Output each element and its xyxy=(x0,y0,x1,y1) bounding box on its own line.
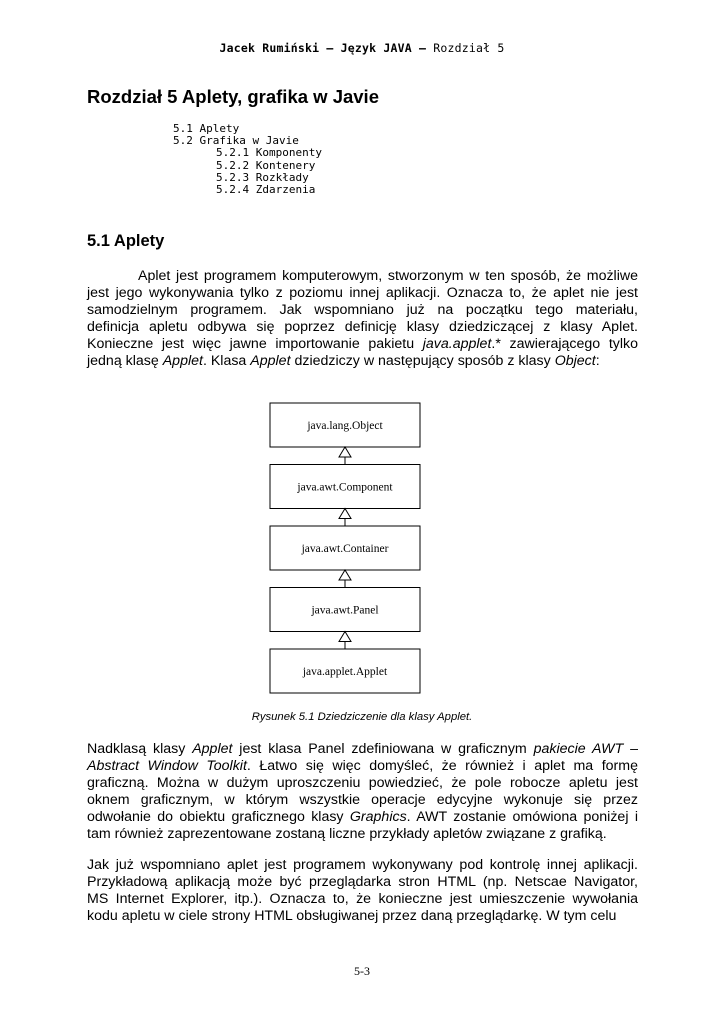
inheritance-diagram xyxy=(265,400,425,696)
text-line xyxy=(87,741,638,758)
text-line: kodu apletu w ciele strony HTML obsługiwanej przez daną przeglądarkę. W tym celu xyxy=(87,907,617,924)
chapter-title: Rozdział 5 Aplety, grafika w Javie xyxy=(87,86,379,107)
text-run: – xyxy=(623,741,638,757)
header-author: Jacek Rumiński xyxy=(219,41,320,55)
text-run: dziedziczy w następujący sposób z klasy xyxy=(290,352,555,369)
table-of-contents xyxy=(173,123,322,196)
text-line xyxy=(87,336,638,353)
text-line: Jak już wspomniano aplet jest programem wykonywany pod kontrolę innej aplikacji. xyxy=(87,857,638,873)
text-line: MS Internet Explorer, itp.). Oznacza to, że konieczne jest umieszczenie wywołania xyxy=(87,890,638,907)
class-name: java.awt.Container xyxy=(301,543,389,555)
text-line: tam również zaprezentowane zostaną liczne przykłady apletów związane z grafiką. xyxy=(87,825,607,842)
class-name: java.lang.Object xyxy=(307,420,383,432)
text-line xyxy=(87,353,638,370)
text-run: odwołanie do obiektu graficznego klasy xyxy=(87,808,350,825)
text-line: oknem graficznym, w którym wszystkie operacje edycyjne wykonuje się przez xyxy=(87,791,638,808)
toc-item: 5.2 Grafika w Javie xyxy=(173,134,299,148)
class-name: java.applet.Applet xyxy=(302,666,388,678)
italic-term: Abstract Window Toolkit xyxy=(87,757,247,774)
italic-term: Applet xyxy=(162,352,203,369)
text-run: . Łatwo się więc domyśleć, że również i aplet ma formę xyxy=(246,757,638,774)
inheritance-arrowhead xyxy=(339,632,351,642)
italic-term: Applet xyxy=(250,352,291,369)
paragraph-intro xyxy=(87,268,638,369)
inheritance-arrowhead xyxy=(339,509,351,519)
figure-caption: Rysunek 5.1 Dziedziczenie dla klasy Applet. xyxy=(251,711,473,723)
paragraph-awt xyxy=(87,741,638,842)
italic-term: java.applet xyxy=(422,335,492,352)
toc-item: 5.2.2 Kontenery xyxy=(216,158,316,172)
toc-item: 5.2.1 Komponenty xyxy=(216,146,322,160)
text-line: graficzną. Można w dużym uproszczeniu powiedzieć, że pole robocze apletu jest xyxy=(87,774,638,791)
italic-term: pakiecie AWT xyxy=(533,741,624,757)
text-run: . AWT zostanie omówiona poniżej i xyxy=(406,808,638,825)
italic-term: Graphics xyxy=(349,808,407,825)
toc-item: 5.1 Aplety xyxy=(173,122,240,135)
header-chapter: Rozdział 5 xyxy=(433,41,505,55)
inheritance-arrowhead xyxy=(339,447,351,457)
italic-term: Object xyxy=(554,352,596,369)
text-run: : xyxy=(595,352,600,369)
class-name: java.awt.Panel xyxy=(311,604,379,617)
running-header xyxy=(0,41,724,55)
toc-item: 5.2.3 Rozkłady xyxy=(216,170,309,184)
text-run: jedną klasę xyxy=(87,352,163,369)
paragraph-html xyxy=(87,857,638,925)
text-line: definicja apletu odbywa się poprzez definicję klasy dziedziczącej z klasy Aplet. xyxy=(87,318,638,335)
text-run: . Klasa xyxy=(202,352,251,369)
header-separator: – xyxy=(319,41,341,55)
toc-item: 5.2.4 Zdarzenia xyxy=(216,183,316,197)
text-line: samodzielnym programem. Jak wspomniano już na początku tego materiału, xyxy=(87,301,638,318)
text-run: Nadklasą klasy xyxy=(87,741,193,757)
header-separator: – xyxy=(411,41,434,55)
text-line xyxy=(87,758,638,775)
inheritance-arrowhead xyxy=(339,570,351,580)
header-book: Język JAVA xyxy=(340,41,412,55)
text-line xyxy=(87,809,638,826)
class-name: java.awt.Component xyxy=(297,481,393,494)
section-heading: 5.1 Aplety xyxy=(87,232,165,250)
text-run: Konieczne jest więc jawne importowanie pakietu xyxy=(87,335,423,352)
text-line: Aplet jest programem komputerowym, stworzonym w ten sposób, że możliwe xyxy=(138,268,638,284)
text-line: Przykładową aplikacją może być przeglądarka stron HTML (np. Netscae Navigator, xyxy=(87,873,638,890)
page-number: 5-3 xyxy=(354,964,370,978)
text-line: jest jego wykonywania tylko z poziomu innej aplikacji. Oznacza to, że aplet nie jest xyxy=(87,284,638,301)
text-run: jest klasa Panel zdefiniowana w graficznym xyxy=(232,741,534,757)
italic-term: Applet xyxy=(192,741,233,757)
text-run: .* zawierającego tylko xyxy=(491,335,639,352)
